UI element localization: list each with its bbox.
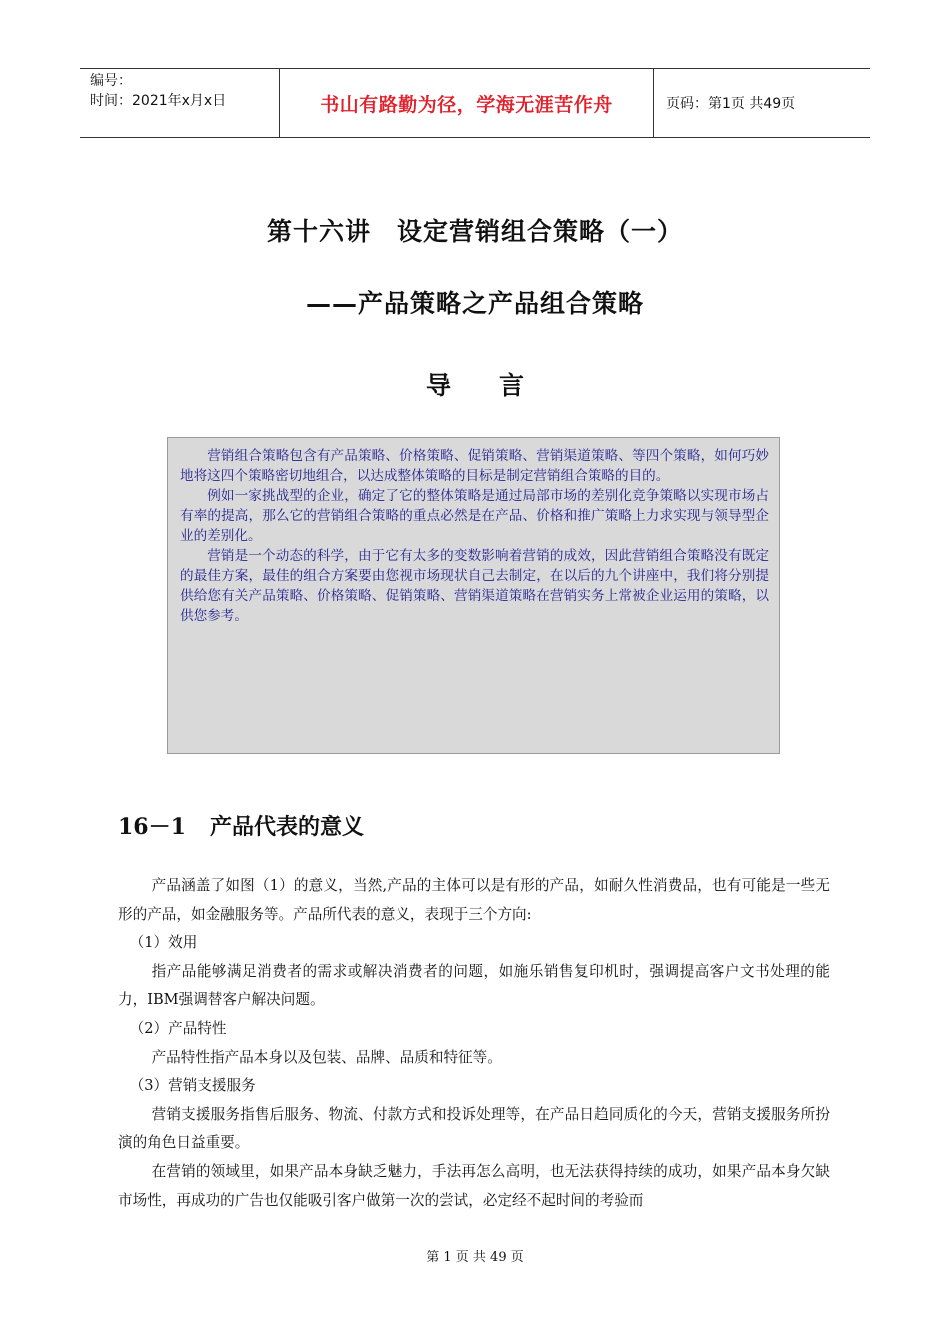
body-paragraph: 指产品能够满足消费者的需求或解决消费者的问题，如施乐销售复印机时，强调提高客户文书处理的能力，IBM强调替客户解决问题。: [118, 962, 830, 1009]
body-paragraph: 营销支援服务指售后服务、物流、付款方式和投诉处理等，在产品日趋同质化的今天，营销支援服务所扮演的角色日益重要。: [118, 1105, 830, 1152]
subheading-utility: （1）效用: [129, 934, 198, 952]
intro-heading: 导言: [425, 371, 572, 400]
subheading-product-features: （2）产品特性: [129, 1019, 227, 1037]
body-text: [118, 872, 830, 1215]
section-number: 16－1: [118, 814, 186, 840]
page-title: 第十六讲 设定营销组合策略（一）: [266, 217, 683, 246]
intro-box: [167, 437, 780, 754]
body-paragraph: 产品涵盖了如图（1）的意义，当然,产品的主体可以是有形的产品，如耐久性消费品，也有可能是一些无形的产品，如金融服务等。产品所代表的意义，表现于三个方向:: [118, 877, 830, 923]
page-footer: 第 1 页 共 49 页: [426, 1250, 524, 1265]
document-number-label: 编号：: [90, 73, 132, 89]
subheading-support-services: （3）营销支援服务: [129, 1077, 256, 1095]
body-paragraph: 产品特性指产品本身以及包装、品牌、品质和特征等。: [151, 1048, 502, 1066]
intro-paragraph: 营销组合策略包含有产品策略、价格策略、促销策略、营销渠道策略、等四个策略，如何巧妙地将这四个策略密切地组合，以达成整体策略的目标是制定营销组合策略的目的。: [180, 448, 769, 484]
intro-paragraph: 营销是一个动态的科学，由于它有太多的变数影响着营销的成效，因此营销组合策略没有既定的最佳方案，最佳的组合方案要由您视市场现状自己去制定，在以后的九个讲座中，我们将分别提供给您有关产品策略、价格策略、促销策略、营销渠道策略在营销实务上常被企业运用的策略，以供您参考。: [180, 548, 769, 624]
intro-paragraph: 例如一家挑战型的企业，确定了它的整体策略是通过局部市场的差别化竞争策略以实现市场占有率的提高，那么它的营销组合策略的重点必然是在产品、价格和推广策略上力求实现与领导型企业的差别化。: [180, 488, 769, 544]
header-motto: 书山有路勤为径，学海无涯苦作舟: [280, 69, 654, 137]
document-date: 时间：2021年x月x日: [90, 93, 227, 109]
page-subtitle: ——产品策略之产品组合策略: [305, 289, 644, 318]
page-header: [80, 68, 870, 138]
section-heading: [118, 810, 364, 841]
section-title: 产品代表的意义: [209, 814, 364, 840]
body-paragraph: 在营销的领域里，如果产品本身缺乏魅力，手法再怎么高明，也无法获得持续的成功，如果产品本身欠缺市场性，再成功的广告也仅能吸引客户做第一次的尝试，必定经不起时间的考验而: [118, 1162, 830, 1209]
header-meta: [80, 69, 280, 137]
header-page-info: 页码：第1页 共49页: [666, 96, 796, 112]
